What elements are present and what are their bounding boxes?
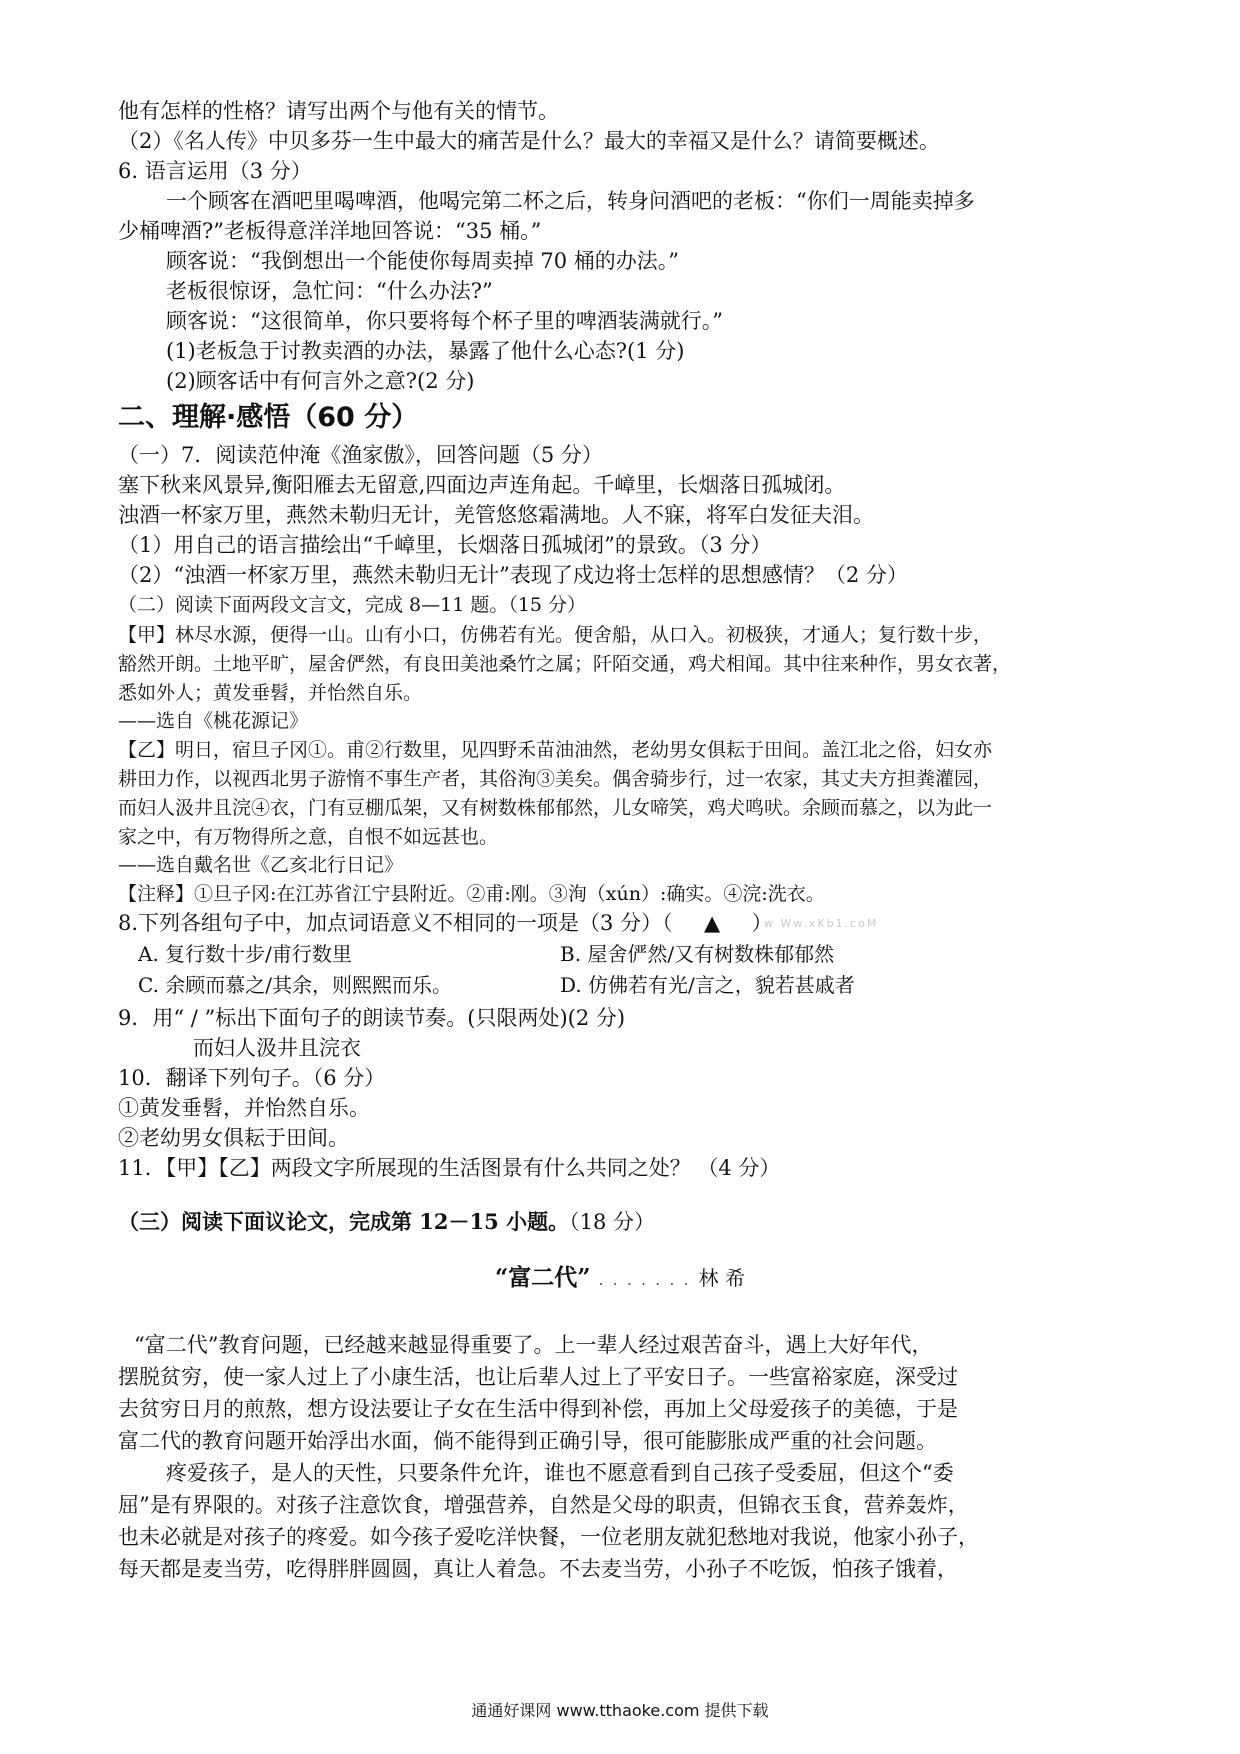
essay-line: 摆脱贫穷，使一家人过上了小康生活，也让后辈人过上了平安日子。一些富裕家庭，深受过: [118, 1365, 958, 1389]
option-b: B. 屋舍俨然/又有树数株郁郁然: [560, 942, 835, 966]
question-8-close: ）: [751, 911, 773, 935]
passage-b-line: 而妇人汲井且浣④衣，门有豆棚瓜架，又有树数株郁郁然，儿女啼笑，鸡犬鸣吠。余顾而慕之，以为此一: [118, 797, 993, 819]
essay-line: “富二代”教育问题，已经越来越显得重要了。上一辈人经过艰苦奋斗，遇上大好年代，: [134, 1333, 933, 1357]
passage-b-line: 【乙】明日，宿旦子冈①。甫②行数里，见四野禾苗油油然，老幼男女俱耘于田间。盖江北之俗，妇女亦: [118, 739, 993, 761]
question-8: [118, 908, 1128, 938]
text-line: 顾客说：“我倒想出一个能使你每周卖掉 70 桶的办法。”: [166, 249, 680, 273]
option-d: D. 仿佛若有光/言之，貌若甚戚者: [560, 973, 855, 997]
option-c: C. 余顾而慕之/其余，则熙熙而乐。: [138, 973, 453, 997]
passage-b-source: ——选自戴名世《乙亥北行日记》: [118, 854, 404, 876]
question-9: 9．用“ / ”标出下面句子的朗读节奏。(只限两处)(2 分): [118, 1006, 626, 1030]
question-6-1: (1)老板急于讨教卖酒的办法，暴露了他什么心态?(1 分): [166, 339, 685, 363]
text-line: 他有怎样的性格？请写出两个与他有关的情节。: [118, 99, 559, 123]
question-8-text: 8.下列各组句子中，加点词语意义不相同的一项是（3 分）（: [118, 911, 673, 935]
classical-reading-heading: （二）阅读下面两段文言文，完成 8—11 题。（15 分）: [118, 594, 587, 616]
passage-a-line: 悉如外人；黄发垂髫，并怡然自乐。: [118, 682, 423, 704]
essay-line: 去贫穷日月的煎熬，想方设法要让子女在生活中得到补偿，再加上父母爱孩子的美德，于是: [118, 1397, 958, 1421]
text-line: 老板很惊讶，急忙问：“什么办法?”: [166, 279, 493, 303]
question-10-1: ①黄发垂髫，并怡然自乐。: [118, 1096, 370, 1120]
argument-reading-score: （18 分）: [569, 1210, 655, 1234]
option-a: A. 复行数十步/甫行数里: [138, 942, 352, 966]
essay-line: 也未必就是对孩子的疼爱。如今孩子爱吃洋快餐，一位老朋友就犯愁地对我说，他家小孙子，: [118, 1525, 979, 1549]
text-line: 少桶啤酒?”老板得意洋洋地回答说：“35 桶。”: [118, 219, 542, 243]
watermark: w Ww.xKb1.coM: [764, 917, 879, 930]
question-5-2: （2）《名人传》中贝多芬一生中最大的痛苦是什么？最大的幸福又是什么？请简要概述。: [118, 129, 940, 153]
essay-title-text: “富二代”: [495, 1264, 591, 1291]
page-footer: 通通好课网 www.tthaoke.com 提供下载: [471, 1701, 769, 1720]
essay-title: [0, 1262, 1240, 1296]
question-6-heading: 6. 语言运用（3 分）: [118, 159, 312, 183]
question-7-1: （1）用自己的语言描绘出“千嶂里，长烟落日孤城闭”的景致。（3 分）: [118, 533, 772, 557]
section-heading: 二、理解·感悟（60 分）: [118, 402, 419, 433]
essay-title-dots: . . . . . . .: [598, 1270, 691, 1289]
argument-reading-title: （三）阅读下面议论文，完成第 12－15 小题。: [118, 1209, 570, 1234]
essay-author: 林 希: [698, 1266, 745, 1290]
poem-line: 塞下秋来风景异,衡阳雁去无留意,四面边声连角起。千嶂里，长烟落日孤城闭。: [118, 473, 846, 497]
passage-a-line: 【甲】林尽水源，便得一山。山有小口，仿佛若有光。便舍船，从口入。初极狭，才通人；复行数十步，: [118, 624, 993, 646]
essay-line: 每天都是麦当劳，吃得胖胖圆圆，真让人着急。不去麦当劳，小孙子不吃饭，怕孩子饿着，: [118, 1557, 958, 1581]
passage-a-line: 豁然开朗。土地平旷，屋舍俨然，有良田美池桑竹之属；阡陌交通，鸡犬相闻。其中往来种作，男女衣著，: [118, 653, 1012, 675]
text-line: 一个顾客在酒吧里喝啤酒，他喝完第二杯之后，转身问酒吧的老板：“你们一周能卖掉多: [166, 189, 975, 213]
argument-reading-heading: [118, 1207, 1128, 1237]
essay-line: 疼爱孩子，是人的天性，只要条件允许，谁也不愿意看到自己孩子受委屈，但这个“委: [166, 1461, 954, 1485]
question-10: 10．翻译下列句子。（6 分）: [118, 1066, 386, 1090]
question-7-heading: （一）7．阅读范仲淹《渔家傲》，回答问题（5 分）: [118, 443, 603, 467]
question-6-2: (2)顾客话中有何言外之意?(2 分): [166, 369, 475, 393]
annotation-note: 【注释】①旦子冈:在江苏省江宁县附近。②甫:刚。③洵（xún）:确实。④浣:洗衣。: [118, 883, 825, 905]
text-line: 顾客说：“这很简单，你只要将每个杯子里的啤酒装满就行。”: [166, 309, 723, 333]
poem-line: 浊酒一杯家万里，燕然未勒归无计，羌管悠悠霜满地。人不寐，将军白发征夫泪。: [118, 503, 874, 527]
passage-a-source: ——选自《桃花源记》: [118, 710, 309, 732]
passage-b-line: 耕田力作，以视西北男子游惰不事生产者，其俗洵③美矣。偶舍骑步行，过一农家，其丈夫方担粪灌园，: [118, 768, 993, 790]
question-9-sentence: 而妇人汲井且浣衣: [193, 1036, 361, 1060]
essay-line: 屈”是有界限的。对孩子注意饮食，增强营养，自然是父母的职责，但锦衣玉食，营养轰炸，: [118, 1493, 969, 1517]
passage-b-line: 家之中，有万物得所之意，自恨不如远甚也。: [118, 826, 499, 848]
triangle-icon: ▲: [703, 911, 721, 935]
question-7-2: （2）“浊酒一杯家万里，燕然未勒归无计”表现了戍边将士怎样的思想感情？（2 分）: [118, 563, 908, 587]
question-10-2: ②老幼男女俱耘于田间。: [118, 1126, 349, 1150]
question-11: 11．【甲】【乙】两段文字所展现的生活图景有什么共同之处？ （4 分）: [118, 1156, 781, 1180]
essay-line: 富二代的教育问题开始浮出水面，倘不能得到正确引导，很可能膨胀成严重的社会问题。: [118, 1429, 937, 1453]
